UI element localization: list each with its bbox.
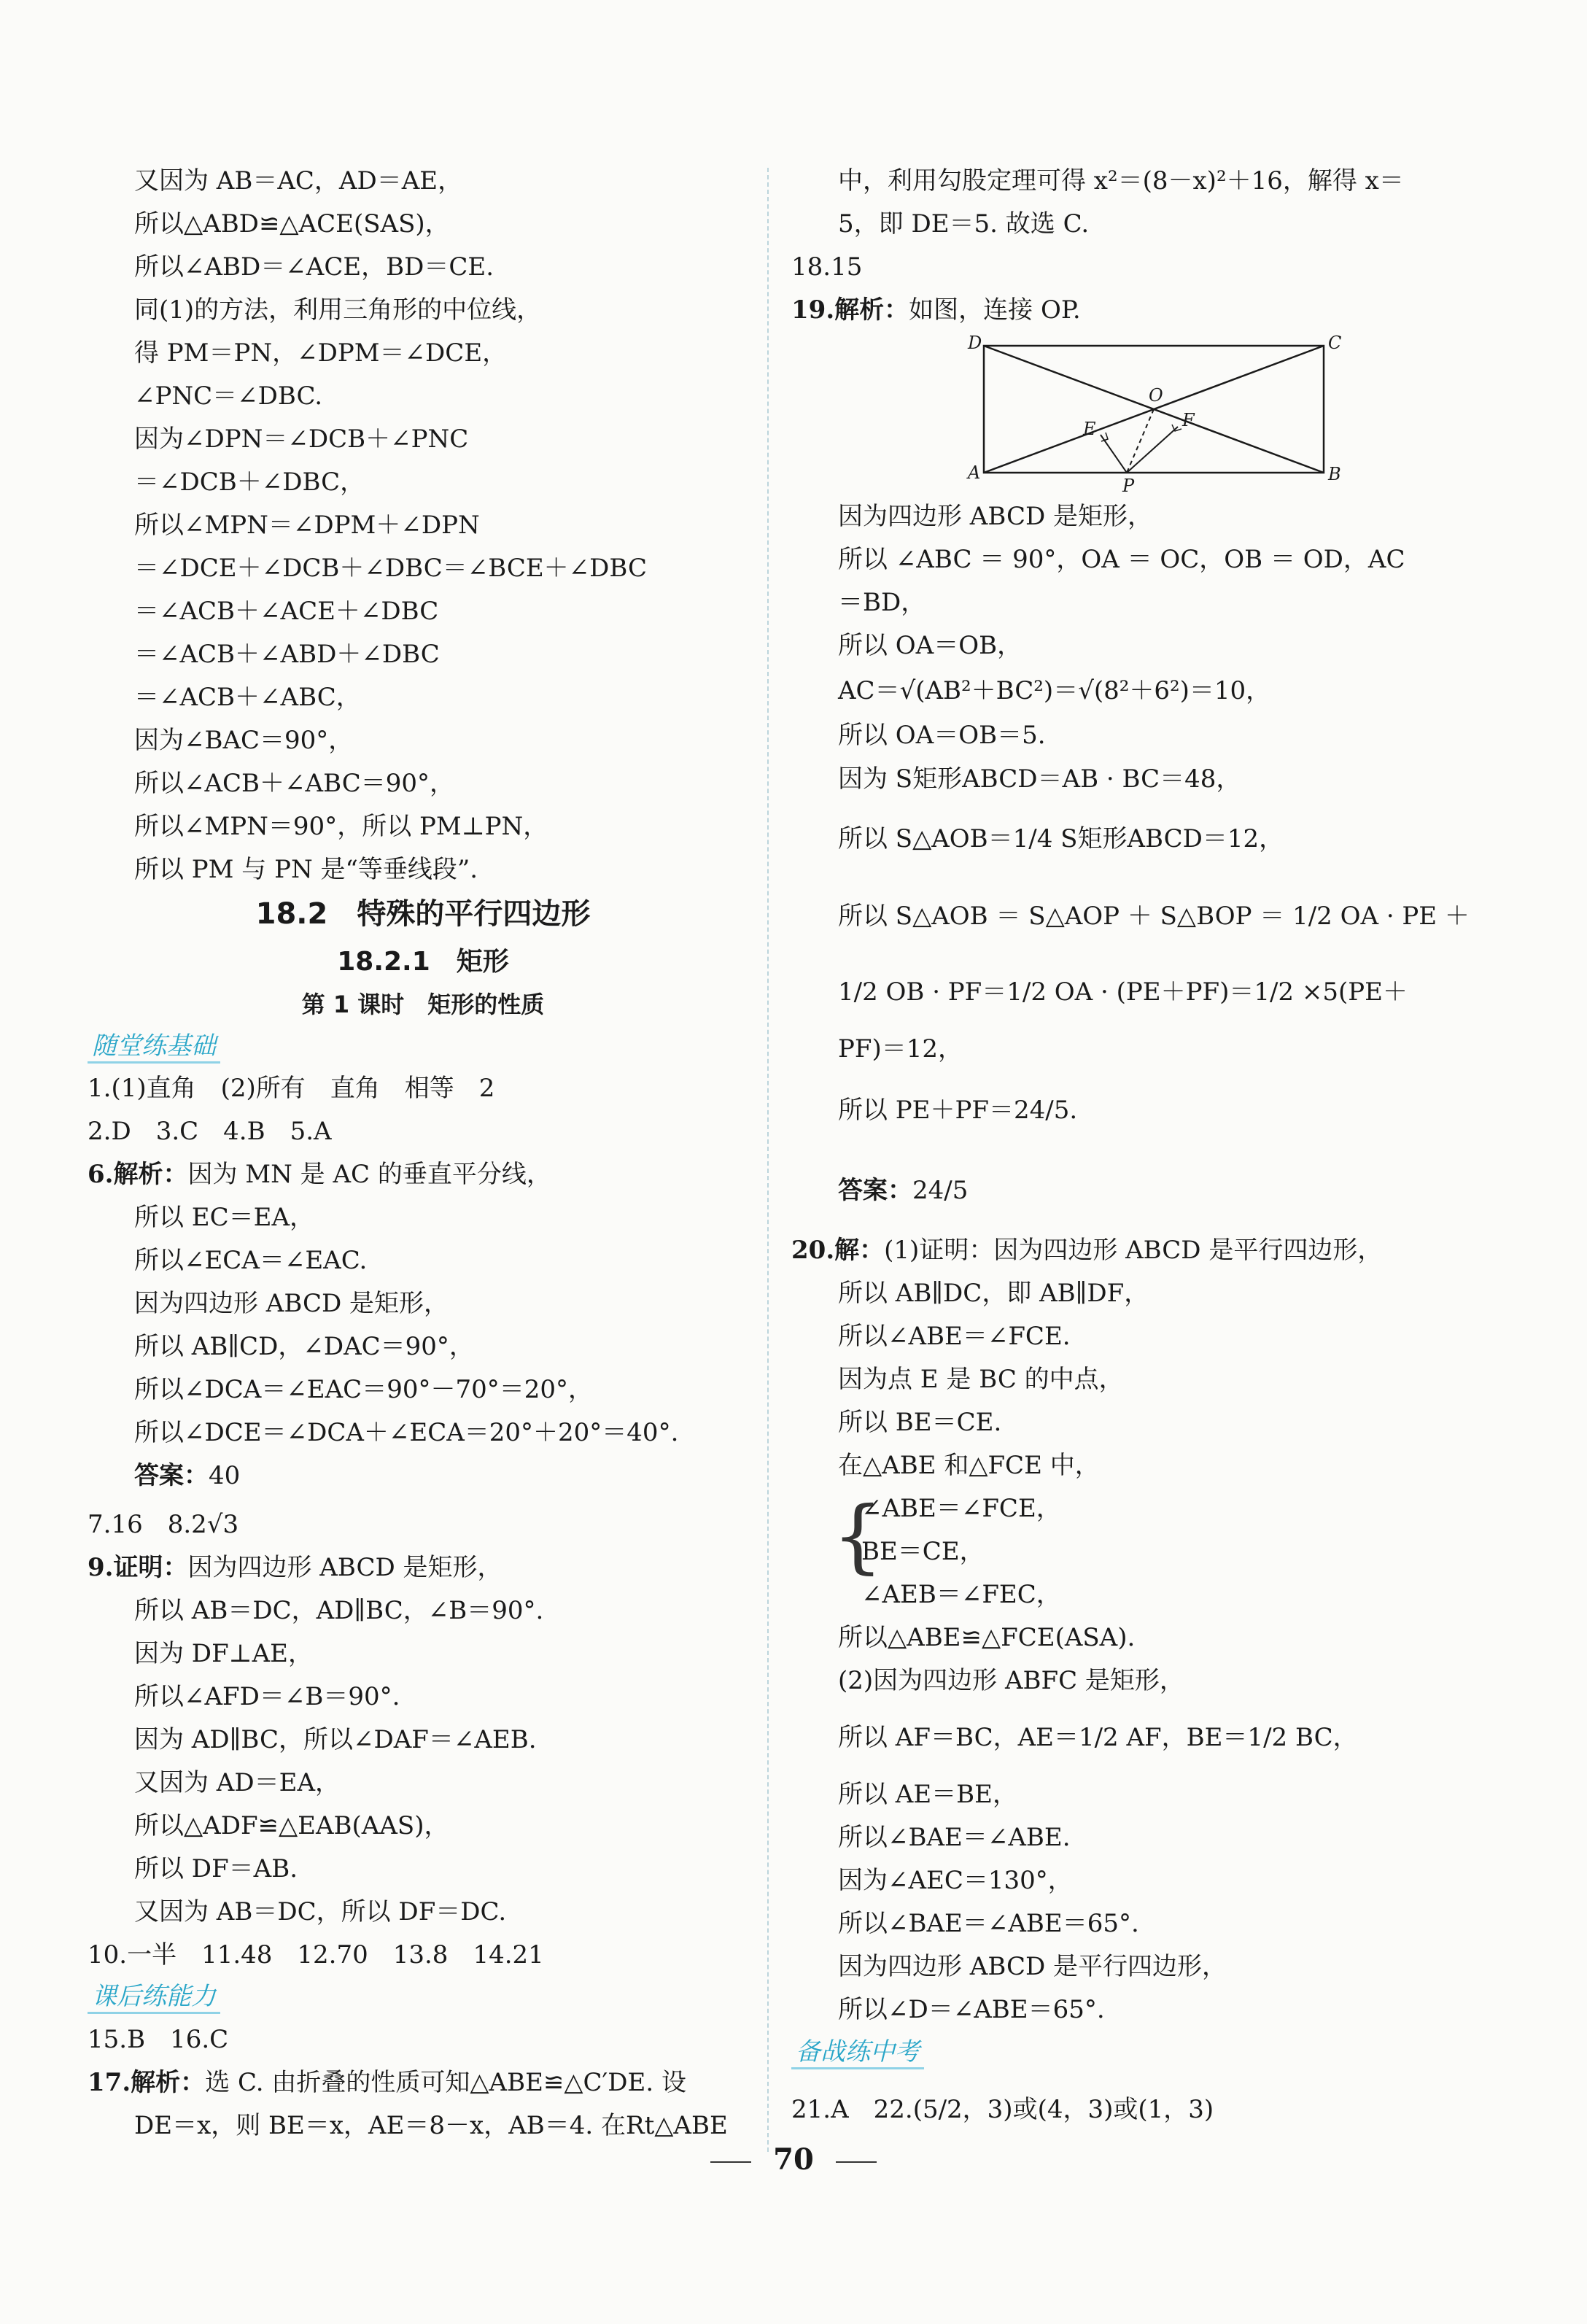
answer-line: 18.15 (791, 252, 863, 282)
label-b: B (1328, 464, 1341, 484)
label-f: F (1182, 410, 1195, 430)
brace-symbol: { (832, 1489, 883, 1582)
text-line: ＝∠ACB＋∠ABD＋∠DBC (134, 640, 440, 669)
answer-line: 15.B 16.C (88, 2025, 229, 2054)
text-line: ＝∠DCB＋∠DBC， (134, 468, 365, 497)
text-line: ＝∠ACB＋∠ABC， (134, 683, 361, 712)
question-text: 因为四边形 ABCD 是矩形， (187, 1553, 503, 1582)
label-a: A (968, 462, 981, 483)
text-line: (2)因为四边形 ABFC 是矩形， (838, 1666, 1184, 1695)
question-text: 选 C. 由折叠的性质可知△ABE≌△C′DE. 设 (205, 2068, 686, 2097)
page-number (0, 2142, 1587, 2178)
question-text: 如图，连接 OP. (909, 295, 1081, 325)
text-line: 因为∠BAC＝90°， (134, 726, 354, 755)
text-line: 所以 AF＝BC，AE＝1/2 AF，BE＝1/2 BC， (838, 1723, 1358, 1752)
page-dash-left (710, 2161, 751, 2163)
text-line: 所以△ABE≌△FCE(ASA). (838, 1623, 1136, 1652)
question-label: 20.解： (791, 1236, 885, 1265)
text-line: 所以 OA＝OB＝5. (838, 721, 1046, 750)
question-20-line (791, 1234, 1382, 1266)
text-line: 因为四边形 ABCD 是矩形， (838, 502, 1153, 531)
text-line: 又因为 AD＝EA， (134, 1768, 340, 1797)
text-line: 所以∠MPN＝∠DPM＋∠DPN (134, 511, 480, 540)
text-line: 所以 DF＝AB. (134, 1854, 298, 1883)
answer-line: 1.(1)直角 (2)所有 直角 相等 2 (88, 1074, 495, 1103)
text-line: 所以△ADF≌△EAB(AAS)， (134, 1811, 449, 1840)
text-line: ＝∠ACB＋∠ACE＋∠DBC (134, 597, 439, 626)
text-line: 所以 OA＝OB， (838, 631, 1023, 660)
tag-beizhan-zhongkao: 备战练中考 (791, 2037, 924, 2069)
text-line: 所以 AB∥DC，即 AB∥DF， (838, 1279, 1149, 1308)
text-line: 又因为 AB＝AC，AD＝AE， (134, 166, 463, 195)
text-line: 所以∠DCE＝∠DCA＋∠ECA＝20°＋20°＝40°. (134, 1418, 679, 1447)
answer-label: 答案： (838, 1176, 912, 1205)
text-line: 因为四边形 ABCD 是矩形， (134, 1289, 449, 1318)
answer-value: 40 (209, 1461, 241, 1490)
question-text: (1)证明：因为四边形 ABCD 是平行四边形， (884, 1236, 1383, 1265)
text-line: 所以∠MPN＝90°，所以 PM⊥PN， (134, 812, 548, 841)
question-label: 9.证明： (88, 1553, 188, 1582)
text-line: 所以 ∠ABC ＝ 90°，OA ＝ OC，OB ＝ OD，AC (838, 545, 1405, 574)
question-19-line (791, 294, 1081, 326)
page-dash-right (836, 2161, 877, 2163)
text-line: PF)＝12， (838, 1034, 963, 1064)
text-line: 所以 AB＝DC，AD∥BC，∠B＝90°. (134, 1596, 544, 1625)
text-line: 所以 S△AOB＝1/4 S矩形ABCD＝12， (838, 824, 1284, 853)
text-line: ＝∠DCE＋∠DCB＋∠DBC＝∠BCE＋∠DBC (134, 554, 648, 583)
answer-line (791, 1174, 968, 1206)
answer-label: 答案： (134, 1461, 209, 1490)
label-c: C (1328, 333, 1342, 353)
text-line: 因为四边形 ABCD 是平行四边形， (838, 1952, 1227, 1981)
text-line: 因为 S矩形ABCD＝AB · BC＝48， (838, 764, 1241, 794)
segment-pf (1127, 427, 1178, 473)
text-line: 所以 BE＝CE. (838, 1408, 1002, 1437)
text-line: 同(1)的方法，利用三角形的中位线， (134, 295, 542, 325)
text-line: 所以 PM 与 PN 是“等垂线段”. (134, 855, 478, 884)
page-number-value: 70 (773, 2142, 814, 2177)
section-title: 18.2 特殊的平行四边形 (255, 897, 591, 931)
text-line: 又因为 AB＝DC，所以 DF＝DC. (134, 1897, 507, 1926)
label-d: D (968, 333, 982, 353)
question-text: 因为 MN 是 AC 的垂直平分线， (187, 1160, 551, 1189)
text-line: 所以∠D＝∠ABE＝65°. (838, 1995, 1105, 2024)
subsection-title: 18.2.1 矩形 (337, 947, 509, 977)
rectangle-diagram (966, 333, 1346, 493)
text-line: ∠PNC＝∠DBC. (134, 381, 323, 411)
text-line: 所以 S△AOB ＝ S△AOP ＋ S△BOP ＝ 1/2 OA · PE ＋ (838, 902, 1470, 931)
text-line: 所以∠BAE＝∠ABE＝65°. (838, 1909, 1139, 1938)
text-line: 因为∠DPN＝∠DCB＋∠PNC (134, 425, 469, 454)
question-17-line (88, 2067, 686, 2099)
answer-line: 10.一半 11.48 12.70 13.8 14.21 (88, 1940, 544, 1969)
text-line: 所以∠ACB＋∠ABC＝90°， (134, 769, 454, 798)
text-line: DE＝x，则 BE＝x，AE＝8－x，AB＝4. 在Rt△ABE (134, 2111, 728, 2140)
text-line: 因为 AD∥BC，所以∠DAF＝∠AEB. (134, 1725, 537, 1754)
answer-line (88, 1460, 240, 1492)
text-line: AC＝√(AB²＋BC²)＝√(8²＋6²)＝10， (838, 676, 1271, 705)
question-6-line (88, 1158, 551, 1190)
tag-suitang-jichu: 随堂练基础 (88, 1031, 220, 1064)
text-line: 因为点 E 是 BC 的中点， (838, 1365, 1124, 1394)
answer-line: 7.16 8.2√3 (88, 1510, 239, 1539)
text-line: 中，利用勾股定理可得 x²＝(8－x)²＋16，解得 x＝ (838, 166, 1404, 195)
rectangle-figure (966, 333, 1346, 493)
text-line: 5，即 DE＝5. 故选 C. (838, 209, 1090, 239)
text-line: 所以 EC＝EA， (134, 1203, 315, 1232)
text-line: ∠ABE＝∠FCE， (861, 1494, 1061, 1523)
text-line: 所以 AE＝BE， (838, 1780, 1017, 1809)
text-line: 所以∠AFD＝∠B＝90°. (134, 1682, 400, 1711)
tag-kehou-nengli: 课后练能力 (88, 1981, 220, 2014)
text-line: 所以∠DCA＝∠EAC＝90°－70°＝20°， (134, 1375, 593, 1404)
text-line: 因为 DF⊥AE， (134, 1639, 314, 1668)
text-line: BE＝CE， (861, 1537, 985, 1566)
text-line: ∠AEB＝∠FEC， (861, 1580, 1061, 1609)
text-line: 所以∠ABE＝∠FCE. (838, 1322, 1071, 1351)
label-o: O (1149, 385, 1163, 406)
text-line: 得 PM＝PN，∠DPM＝∠DCE， (134, 338, 508, 368)
text-line: 所以∠ABD＝∠ACE，BD＝CE. (134, 252, 494, 282)
label-e: E (1083, 419, 1096, 439)
text-line: 所以 PE＋PF＝24/5. (838, 1096, 1078, 1125)
question-label: 17.解析： (88, 2068, 206, 2097)
text-line: 所以∠ECA＝∠EAC. (134, 1246, 368, 1275)
text-line: 在△ABE 和△FCE 中， (838, 1451, 1100, 1480)
label-p: P (1122, 476, 1135, 493)
answer-line: 21.A 22.(5/2，3)或(4，3)或(1，3) (791, 2095, 1214, 2124)
text-line: 所以 AB∥CD，∠DAC＝90°， (134, 1332, 474, 1361)
answer-line: 2.D 3.C 4.B 5.A (88, 1117, 332, 1146)
answer-value: 24/5 (912, 1176, 969, 1205)
text-line: 所以△ABD≌△ACE(SAS)， (134, 209, 450, 239)
question-label: 19.解析： (791, 295, 909, 325)
text-line: 所以∠BAE＝∠ABE. (838, 1823, 1071, 1852)
column-divider (767, 168, 769, 2152)
lesson-title: 第 1 课时 矩形的性质 (301, 991, 545, 1018)
text-line: ＝BD， (838, 588, 926, 617)
question-9-line (88, 1552, 503, 1584)
question-label: 6.解析： (88, 1160, 188, 1189)
text-line: 1/2 OB · PF＝1/2 OA · (PE＋PF)＝1/2 ×5(PE＋ (838, 977, 1408, 1007)
text-line: 因为∠AEC＝130°， (838, 1866, 1073, 1895)
